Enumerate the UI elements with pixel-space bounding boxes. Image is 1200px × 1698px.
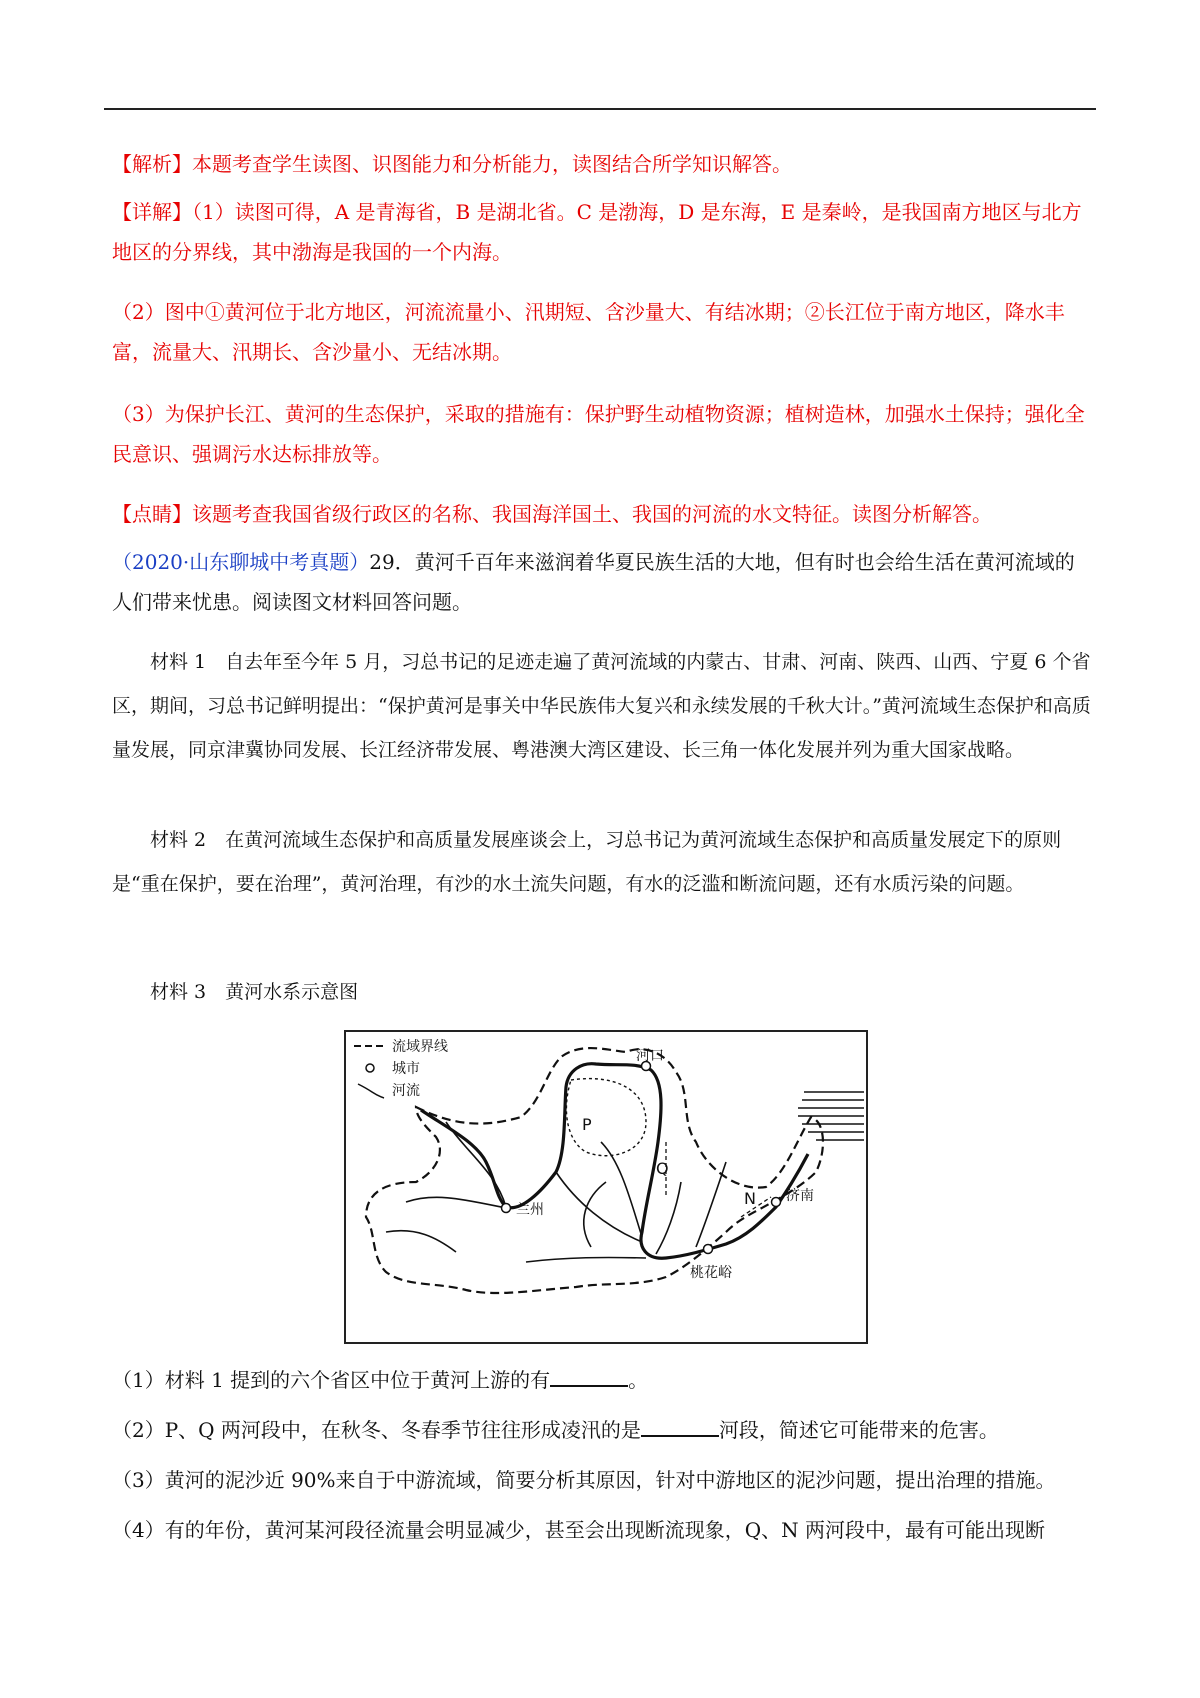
detail-paragraph-3: （3）为保护长江、黄河的生态保护，采取的措施有：保护野生动植物资源；植树造林，加强水土保持；强化全民意识、强调污水达标排放等。: [112, 402, 1085, 466]
basin-boundary: [366, 1048, 823, 1293]
section-q-label: Q: [656, 1159, 669, 1178]
material-3-caption: 材料 3 黄河水系示意图: [150, 981, 359, 1003]
sub-question-1: [112, 1360, 1092, 1400]
sub-question-4: （4）有的年份，黄河某河段径流量会明显减少，甚至会出现断流现象，Q、N 两河段中，最有可能出现断: [112, 1518, 1045, 1542]
sub-question-2-text: （2）P、Q 两河段中，在秋冬、冬春季节往往形成凌汛的是: [112, 1418, 641, 1442]
legend-boundary-label: 流域界线: [392, 1039, 448, 1055]
comment-tag: 【点睛】: [112, 502, 192, 526]
answer-blank-2[interactable]: [641, 1415, 719, 1437]
sub-question-3: （3）黄河的泥沙近 90%来自于中游流域，简要分析其原因，针对中游地区的泥沙问题，提出治理的措施。: [112, 1468, 1056, 1492]
comment-paragraph: [112, 494, 1092, 534]
analysis-paragraph: [112, 144, 1092, 184]
material-2: 材料 2 在黄河流域生态保护和高质量发展座谈会上，习总书记为黄河流域生态保护和高质量发展定下的原则是“重在保护，要在治理”，黄河治理，有沙的水土流失问题，有水的泛滥和断流问题，还有水质污染的问题。: [112, 829, 1062, 895]
p-desert-region: [566, 1079, 646, 1156]
legend-city-label: 城市: [392, 1061, 420, 1077]
section-p-label: P: [582, 1115, 592, 1134]
sub-question-1-text: （1）材料 1 提到的六个省区中位于黄河上游的有: [112, 1368, 551, 1392]
city-taohuayu-marker: [704, 1245, 713, 1254]
question-stem: [112, 542, 1092, 622]
question-source: （2020·山东聊城中考真题）: [112, 550, 370, 574]
answer-blank-1[interactable]: [550, 1365, 628, 1387]
sub-question-2: [112, 1410, 1092, 1450]
legend-river-label: 河流: [392, 1083, 420, 1099]
legend-city-symbol: [366, 1064, 374, 1072]
city-hekou-label: 河口: [636, 1048, 664, 1064]
material-1: 材料 1 自去年至今年 5 月，习总书记的足迹走遍了黄河流域的内蒙古、甘肃、河南、陕西、山西、宁夏 6 个省区，期间，习总书记鲜明提出：“保护黄河是事关中华民族伟大复兴和永续发展的千秋大计。”黄河流域生态保护和高质量发展，同京津冀协同发展、长江经济带发展、粤港澳大湾区建设、长三角一体化发展并列为重大国家战略。: [112, 651, 1091, 761]
tributaries: [386, 1122, 726, 1262]
sub-question-1-end: 。: [628, 1368, 649, 1392]
analysis-text: 本题考查学生读图、识图能力和分析能力，读图结合所学知识解答。: [192, 152, 792, 176]
detail-text-1: （1）读图可得，A 是青海省，B 是湖北省。C 是渤海，D 是东海，E 是秦岭，是我国南方地区与北方地区的分界线，其中渤海是我国的一个内海。: [112, 200, 1082, 264]
header-rule: [104, 108, 1096, 110]
detail-tag: 【详解】: [112, 200, 192, 224]
yellow-river-map-svg: [346, 1032, 866, 1342]
section-n-label: N: [744, 1189, 756, 1208]
detail-paragraph-2: （2）图中①黄河位于北方地区，河流流量小、汛期短、含沙量大、有结冰期；②长江位于南方地区，降水丰富，流量大、汛期长、含沙量小、无结冰期。: [112, 300, 1065, 364]
legend-river-symbol: [358, 1084, 384, 1098]
sub-question-2-end: 河段，简述它可能带来的危害。: [718, 1418, 999, 1442]
yellow-river-map: [344, 1030, 868, 1344]
detail-paragraph-1: [112, 192, 1092, 272]
question-stem-text: 29．黄河千百年来滋润着华夏民族生活的大地，但有时也会给生活在黄河流域的人们带来忧患。阅读图文材料回答问题。: [112, 550, 1075, 614]
city-lanzhou-label: 兰州: [516, 1202, 544, 1218]
city-jinan-label: 济南: [786, 1188, 814, 1204]
sea-hatching: [798, 1092, 864, 1140]
analysis-tag: 【解析】: [112, 152, 192, 176]
city-taohuayu-label: 桃花峪: [690, 1265, 732, 1281]
city-jinan-marker: [772, 1198, 781, 1207]
map-legend: [354, 1038, 448, 1099]
city-lanzhou-marker: [502, 1204, 511, 1213]
comment-text: 该题考查我国省级行政区的名称、我国海洋国土、我国的河流的水文特征。读图分析解答。: [192, 502, 992, 526]
